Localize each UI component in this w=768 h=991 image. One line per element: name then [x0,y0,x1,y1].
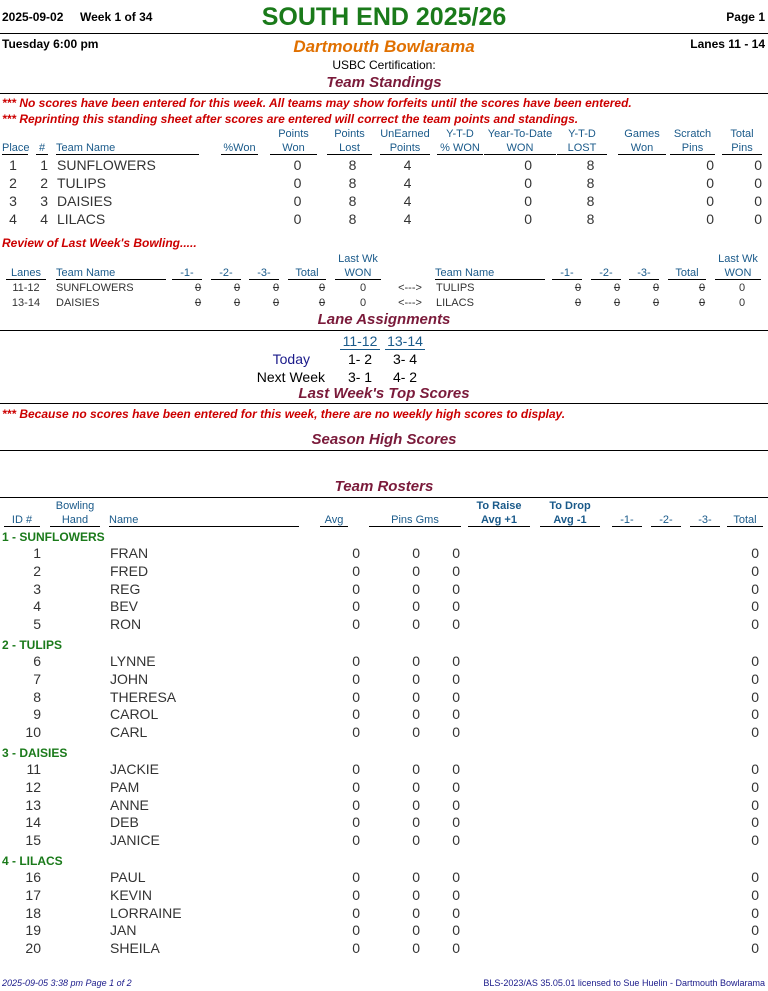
roster-player-pins: 0 [412,761,420,777]
review-col-total-right: Total [668,267,706,280]
review-right-won: 0 [738,297,746,309]
roster-player-name: FRAN [110,545,149,561]
roster-player-id: 12 [25,778,41,795]
review-title: Review of Last Week's Bowling..... [2,236,197,250]
standing-num: 2 [40,175,48,191]
roster-player-id: 18 [25,904,41,921]
roster-player-avg: 0 [352,796,360,813]
roster-col-hand-2: Hand [50,514,100,527]
roster-col-total: Total [727,514,763,527]
roster-player-pins: 0 [412,796,420,813]
season-high-title: Season High Scores [311,431,457,448]
roster-player-games: 0 [452,922,460,939]
col-num: # [36,142,48,155]
league-title: SOUTH END 2025/26 [261,3,507,31]
col-games-won-1: Games [624,128,660,140]
roster-player-total: 0 [751,598,759,615]
col-points-won-2: Won [270,142,317,155]
roster-player-games: 0 [452,670,460,687]
roster-player-avg: 0 [352,653,360,669]
top-scores-title: Last Week's Top Scores [298,385,470,402]
roster-col-g1: -1- [612,514,642,527]
roster-player-games: 0 [452,562,460,579]
standing-num: 3 [40,193,48,209]
standing-ytd-won: 0 [524,175,532,191]
roster-player-games: 0 [452,580,460,597]
season-rule [0,450,768,451]
roster-player-name: REG [110,580,141,597]
today-label: Today [272,351,310,367]
roster-player-games: 0 [452,616,460,633]
roster-player-id: 14 [25,814,41,831]
col-total-pins-2: Pins [722,142,762,155]
standing-place: 4 [9,211,17,227]
roster-player-avg: 0 [352,922,360,939]
roster-player-id: 4 [33,598,41,615]
roster-player-name: PAM [110,778,140,795]
roster-player-total: 0 [751,688,759,705]
standing-ytd-won: 0 [524,157,532,173]
roster-player-pins: 0 [412,778,420,795]
roster-player-games: 0 [452,653,460,669]
roster-player-total: 0 [751,904,759,921]
roster-col-drop-1: To Drop [549,500,591,512]
roster-player-avg: 0 [352,670,360,687]
standing-place: 3 [9,193,17,209]
standing-points-lost: 8 [348,157,357,173]
review-right-won: 0 [738,282,746,294]
review-left-won: 0 [359,297,367,309]
roster-team-title: 2 - TULIPS [2,638,63,652]
review-col-lastwk-2: WON [335,267,381,280]
roster-col-name: Name [109,514,299,527]
review-lanes: 11-12 [12,282,40,294]
standing-scratch-pins: 0 [706,157,714,173]
standing-total-pins: 0 [754,175,762,191]
roster-player-name: THERESA [110,688,177,705]
standing-scratch-pins: 0 [706,175,714,191]
roster-player-games: 0 [452,724,460,741]
review-left-won: 0 [359,282,367,294]
roster-player-avg: 0 [352,616,360,633]
roster-player-avg: 0 [352,869,360,885]
roster-col-pins-gms: Pins Gms [369,514,461,527]
roster-player-games: 0 [452,545,460,561]
standing-scratch-pins: 0 [706,193,714,209]
standing-ytd-lost: 8 [586,175,595,191]
review-col-g2-right: -2- [591,267,621,280]
review-col-g3-right: -3- [629,267,659,280]
roster-player-name: LORRAINE [110,904,182,921]
roster-player-games: 0 [452,814,460,831]
standing-num: 4 [40,211,48,227]
roster-player-pins: 0 [412,670,420,687]
roster-player-name: RON [110,616,142,633]
standing-points-lost: 8 [348,211,357,227]
roster-player-games: 0 [452,832,460,849]
roster-player-total: 0 [751,706,759,723]
roster-player-id: 16 [25,869,41,885]
roster-player-avg: 0 [352,598,360,615]
col-place: Place [2,142,30,154]
roster-player-pins: 0 [412,653,420,669]
roster-player-avg: 0 [352,580,360,597]
roster-player-avg: 0 [352,886,360,903]
roster-player-id: 15 [25,832,41,849]
standings-title: Team Standings [326,74,442,91]
roster-player-total: 0 [751,922,759,939]
roster-player-avg: 0 [352,545,360,561]
review-team-right: LILACS [436,297,474,309]
roster-player-total: 0 [751,886,759,903]
roster-player-total: 0 [751,778,759,795]
review-left-g1: 0 [194,297,202,309]
review-right-g2: 0 [613,297,621,309]
week-label: Week 1 of 34 [80,10,153,24]
roster-col-avg: Avg [320,514,348,527]
standing-place: 1 [9,157,17,173]
roster-player-name: CARL [110,724,148,741]
roster-player-games: 0 [452,706,460,723]
roster-player-pins: 0 [412,886,420,903]
roster-player-pins: 0 [412,940,420,957]
roster-player-id: 17 [25,886,41,903]
header-rule [0,33,768,34]
rosters-rule [0,497,768,498]
review-col-total: Total [288,267,326,280]
standing-num: 1 [40,157,48,173]
roster-player-avg: 0 [352,904,360,921]
review-col-g2: -2- [211,267,241,280]
review-col-lanes: Lanes [6,267,46,280]
review-left-total: 0 [318,297,326,309]
roster-player-games: 0 [452,761,460,777]
roster-player-name: JANICE [110,832,160,849]
roster-team-title: 1 - SUNFLOWERS [2,530,105,544]
review-left-g3: 0 [272,282,280,294]
standing-total-pins: 0 [754,211,762,227]
roster-player-id: 8 [33,688,41,705]
roster-player-total: 0 [751,869,759,885]
review-col-team: Team Name [56,267,166,280]
review-team-right: TULIPS [436,282,475,294]
col-ytd-won-1: Year-To-Date [487,128,553,140]
roster-player-name: CAROL [110,706,159,723]
roster-player-pins: 0 [412,869,420,885]
standing-unearned: 4 [403,157,412,173]
roster-player-total: 0 [751,616,759,633]
roster-player-pins: 0 [412,562,420,579]
standing-unearned: 4 [403,211,412,227]
col-unearned-2: Points [380,142,430,155]
roster-player-games: 0 [452,904,460,921]
review-col-team-right: Team Name [435,267,545,280]
roster-player-games: 0 [452,796,460,813]
review-col-g1-right: -1- [552,267,582,280]
roster-player-id: 10 [25,724,41,741]
review-versus-arrow: <---> [398,297,422,309]
col-pct-won: %Won [221,142,258,155]
col-team-name: Team Name [56,142,199,155]
day-time: Tuesday 6:00 pm [2,37,99,51]
roster-player-id: 3 [33,580,41,597]
standings-rule [0,93,768,94]
standing-points-lost: 8 [348,193,357,209]
roster-player-name: BEV [110,598,139,615]
roster-player-total: 0 [751,814,759,831]
report-date: 2025-09-02 [2,10,64,24]
standing-points-won: 0 [293,211,302,227]
roster-player-games: 0 [452,940,460,957]
standings-warning-2: *** Reprinting this standing sheet after scores are entered will correct the team points and standings. [2,112,579,126]
lane-pair-2: 13-14 [385,333,425,350]
roster-player-pins: 0 [412,922,420,939]
lane-assignments-title: Lane Assignments [317,311,451,328]
roster-player-total: 0 [751,545,759,561]
roster-player-games: 0 [452,688,460,705]
standing-team-name: TULIPS [57,175,107,191]
review-right-g3: 0 [652,297,660,309]
roster-player-id: 13 [25,796,41,813]
roster-player-pins: 0 [412,724,420,741]
standing-points-won: 0 [293,175,302,191]
roster-player-avg: 0 [352,940,360,957]
roster-player-name: PAUL [110,869,146,885]
roster-player-total: 0 [751,832,759,849]
col-games-won-2: Won [618,142,666,155]
roster-col-hand-1: Bowling [55,500,95,512]
roster-player-avg: 0 [352,778,360,795]
review-versus-arrow: <---> [398,282,422,294]
review-left-g3: 0 [272,297,280,309]
review-right-g3: 0 [652,282,660,294]
roster-player-avg: 0 [352,706,360,723]
roster-col-drop-2: Avg -1 [540,514,600,527]
roster-player-total: 0 [751,724,759,741]
standing-ytd-lost: 8 [586,193,595,209]
roster-player-total: 0 [751,653,759,669]
top-scores-warning: *** Because no scores have been entered for this week, there are no weekly high scores to display. [2,407,566,421]
roster-player-total: 0 [751,670,759,687]
roster-team-title: 3 - DAISIES [2,746,68,760]
roster-player-pins: 0 [412,832,420,849]
next-week-label: Next Week [256,369,325,385]
col-points-lost-2: Lost [327,142,372,155]
roster-player-games: 0 [452,778,460,795]
roster-player-total: 0 [751,580,759,597]
review-right-g1: 0 [574,297,582,309]
standing-total-pins: 0 [754,157,762,173]
review-left-total: 0 [318,282,326,294]
roster-col-raise-2: Avg +1 [468,514,530,527]
roster-player-id: 9 [33,706,41,723]
roster-player-name: DEB [110,814,139,831]
lane-pair-1: 11-12 [340,333,380,350]
review-col-lastwk-1-right: Last Wk [718,253,758,265]
roster-player-name: SHEILA [110,940,160,957]
standing-team-name: LILACS [57,211,106,227]
roster-player-pins: 0 [412,706,420,723]
roster-col-id: ID # [4,514,40,527]
roster-player-games: 0 [452,598,460,615]
standing-points-lost: 8 [348,175,357,191]
standing-total-pins: 0 [754,193,762,209]
center-name: Dartmouth Bowlarama [293,37,475,56]
review-right-g2: 0 [613,282,621,294]
roster-player-id: 5 [33,616,41,633]
col-ytd-lost-1: Y-T-D [568,128,596,140]
standing-points-won: 0 [293,193,302,209]
roster-player-pins: 0 [412,616,420,633]
standing-unearned: 4 [403,193,412,209]
roster-col-raise-1: To Raise [476,500,522,512]
col-ytd-won-2: WON [484,142,556,155]
footer-timestamp: 2025-09-05 3:38 pm Page 1 of 2 [2,978,132,988]
col-total-pins-1: Total [730,128,754,140]
roster-player-pins: 0 [412,545,420,561]
standing-ytd-won: 0 [524,211,532,227]
col-ytd-lost-2: LOST [557,142,607,155]
roster-player-avg: 0 [352,688,360,705]
standing-team-name: SUNFLOWERS [57,157,156,173]
roster-player-name: JOHN [110,670,149,687]
today-pair-1: 1- 2 [347,351,373,367]
roster-player-total: 0 [751,940,759,957]
roster-player-avg: 0 [352,724,360,741]
roster-player-id: 1 [33,545,41,561]
review-right-total: 0 [698,282,706,294]
roster-player-id: 6 [33,653,41,669]
review-col-lastwk-2-right: WON [715,267,761,280]
col-unearned-1: UnEarned [380,128,430,140]
review-col-g1: -1- [172,267,202,280]
roster-col-g2: -2- [651,514,681,527]
col-scratch-1: Scratch [673,128,712,140]
standing-points-won: 0 [293,157,302,173]
col-points-won-1: Points [278,128,309,140]
roster-player-games: 0 [452,886,460,903]
review-left-g1: 0 [194,282,202,294]
review-left-g2: 0 [233,282,241,294]
review-col-lastwk-1: Last Wk [338,253,378,265]
review-left-g2: 0 [233,297,241,309]
standing-ytd-lost: 8 [586,157,595,173]
roster-player-id: 20 [25,940,41,957]
col-ytd-pct-2: % WON [437,142,483,155]
next-pair-1: 3- 1 [347,369,373,385]
roster-player-total: 0 [751,796,759,813]
standings-warning-1: *** No scores have been entered for this week. All teams may show forfeits until the scores have been entered. [2,96,632,110]
roster-player-avg: 0 [352,562,360,579]
roster-col-g3: -3- [690,514,720,527]
footer-license: BLS-2023/AS 35.05.01 licensed to Sue Huelin - Dartmouth Bowlarama [483,978,765,988]
review-team-left: DAISIES [56,297,100,309]
roster-player-games: 0 [452,869,460,885]
roster-player-pins: 0 [412,688,420,705]
roster-player-name: LYNNE [110,653,156,669]
review-col-g3: -3- [249,267,279,280]
roster-player-name: FRED [110,562,149,579]
roster-player-avg: 0 [352,832,360,849]
roster-player-pins: 0 [412,598,420,615]
roster-player-name: JACKIE [110,761,160,777]
roster-player-id: 11 [26,761,41,777]
roster-player-avg: 0 [352,814,360,831]
lanes-label: Lanes 11 - 14 [690,37,765,51]
next-pair-2: 4- 2 [392,369,418,385]
roster-player-id: 19 [25,922,41,939]
standing-place: 2 [9,175,17,191]
standing-team-name: DAISIES [57,193,113,209]
review-lanes: 13-14 [11,297,41,309]
roster-team-title: 4 - LILACS [2,854,63,868]
roster-player-total: 0 [751,562,759,579]
top-scores-rule [0,403,768,404]
page-number: Page 1 [726,10,765,24]
standing-scratch-pins: 0 [706,211,714,227]
col-scratch-2: Pins [670,142,715,155]
lanes-rule [0,330,768,331]
standing-unearned: 4 [403,175,412,191]
today-pair-2: 3- 4 [392,351,418,367]
standing-ytd-lost: 8 [586,211,595,227]
roster-player-id: 7 [33,670,41,687]
roster-player-pins: 0 [412,904,420,921]
col-ytd-pct-1: Y-T-D [446,128,474,140]
roster-player-pins: 0 [412,814,420,831]
roster-player-total: 0 [751,761,759,777]
roster-player-id: 2 [33,562,41,579]
standing-ytd-won: 0 [524,193,532,209]
roster-player-name: KEVIN [110,886,153,903]
review-team-left: SUNFLOWERS [56,282,134,294]
rosters-title: Team Rosters [334,478,434,495]
review-right-total: 0 [698,297,706,309]
roster-player-avg: 0 [352,761,360,777]
review-right-g1: 0 [574,282,582,294]
col-points-lost-1: Points [334,128,365,140]
roster-player-name: ANNE [110,796,149,813]
roster-player-pins: 0 [412,580,420,597]
roster-player-name: JAN [110,922,137,939]
usbc-cert: USBC Certification: [332,58,436,72]
